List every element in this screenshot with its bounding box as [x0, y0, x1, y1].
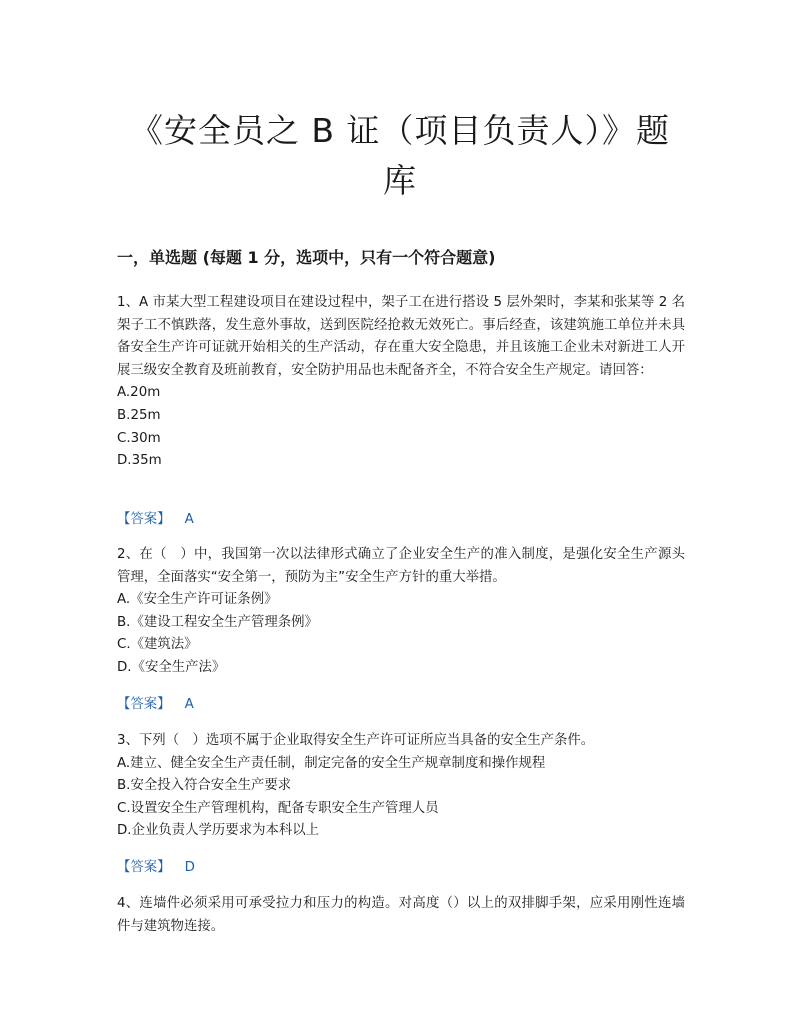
- option-b: B.《建设工程安全生产管理条例》: [117, 614, 318, 630]
- title-line-1: 《安全员之 B 证（项目负责人）》题: [129, 111, 671, 150]
- answer-label: 【答案】: [117, 697, 171, 712]
- answer-label: 【答案】: [117, 512, 171, 527]
- option-a: A.建立、健全安全生产责任制，制定完备的安全生产规章制度和操作规程: [117, 755, 546, 771]
- document-title: [100, 106, 700, 206]
- option-c: C.《建筑法》: [117, 637, 198, 653]
- answer-2: [117, 694, 194, 716]
- question-stem: 4、连墙件必须采用可承受拉力和压力的构造。对高度（）以上的双排脚手架，应采用刚性连墙件与建筑物连接。: [117, 896, 685, 934]
- question-2: [117, 544, 685, 680]
- option-a: A.20m: [117, 385, 161, 401]
- option-a: A.《安全生产许可证条例》: [117, 592, 278, 608]
- answer-label: 【答案】: [117, 860, 171, 875]
- question-stem: 3、下列（ ）选项不属于企业取得安全生产许可证所应当具备的安全生产条件。: [117, 733, 595, 748]
- option-c: C.设置安全生产管理机构，配备专职安全生产管理人员: [117, 800, 439, 816]
- answer-value: A: [184, 512, 194, 527]
- title-line-2: 库: [383, 161, 417, 200]
- answer-value: D: [184, 860, 195, 875]
- section-heading: 一，单选题 (每题 1 分，选项中，只有一个符合题意): [117, 248, 496, 267]
- option-d: D.35m: [117, 453, 162, 469]
- option-d: D.《安全生产法》: [117, 659, 226, 675]
- question-stem: 1、A 市某大型工程建设项目在建设过程中，架子工在进行搭设 5 层外架时，李某和张某等 2 名架子工不慎跌落，发生意外事故，送到医院经抢救无效死亡。事后经查，该建筑施工单位并未具备安全生产许可证就开始相关的生产活动，存在重大安全隐患，并且该施工企业未对新进工人开展三级安全教育及班前教育，安全防护用品也未配备齐全，不符合安全生产规定。请回答：: [117, 295, 685, 378]
- option-c: C.30m: [117, 430, 161, 446]
- question-stem: 2、在（ ）中，我国第一次以法律形式确立了企业安全生产的准入制度，是强化安全生产源头管理，全面落实“安全第一，预防为主”安全生产方针的重大举措。: [117, 547, 685, 585]
- question-3: [117, 730, 685, 843]
- answer-value: A: [184, 697, 194, 712]
- option-b: B.安全投入符合安全生产要求: [117, 778, 292, 794]
- option-d: D.企业负责人学历要求为本科以上: [117, 823, 320, 839]
- option-b: B.25m: [117, 407, 161, 423]
- question-1: [117, 292, 685, 473]
- answer-1: [117, 509, 194, 531]
- question-4: [117, 893, 685, 938]
- answer-3: [117, 857, 195, 879]
